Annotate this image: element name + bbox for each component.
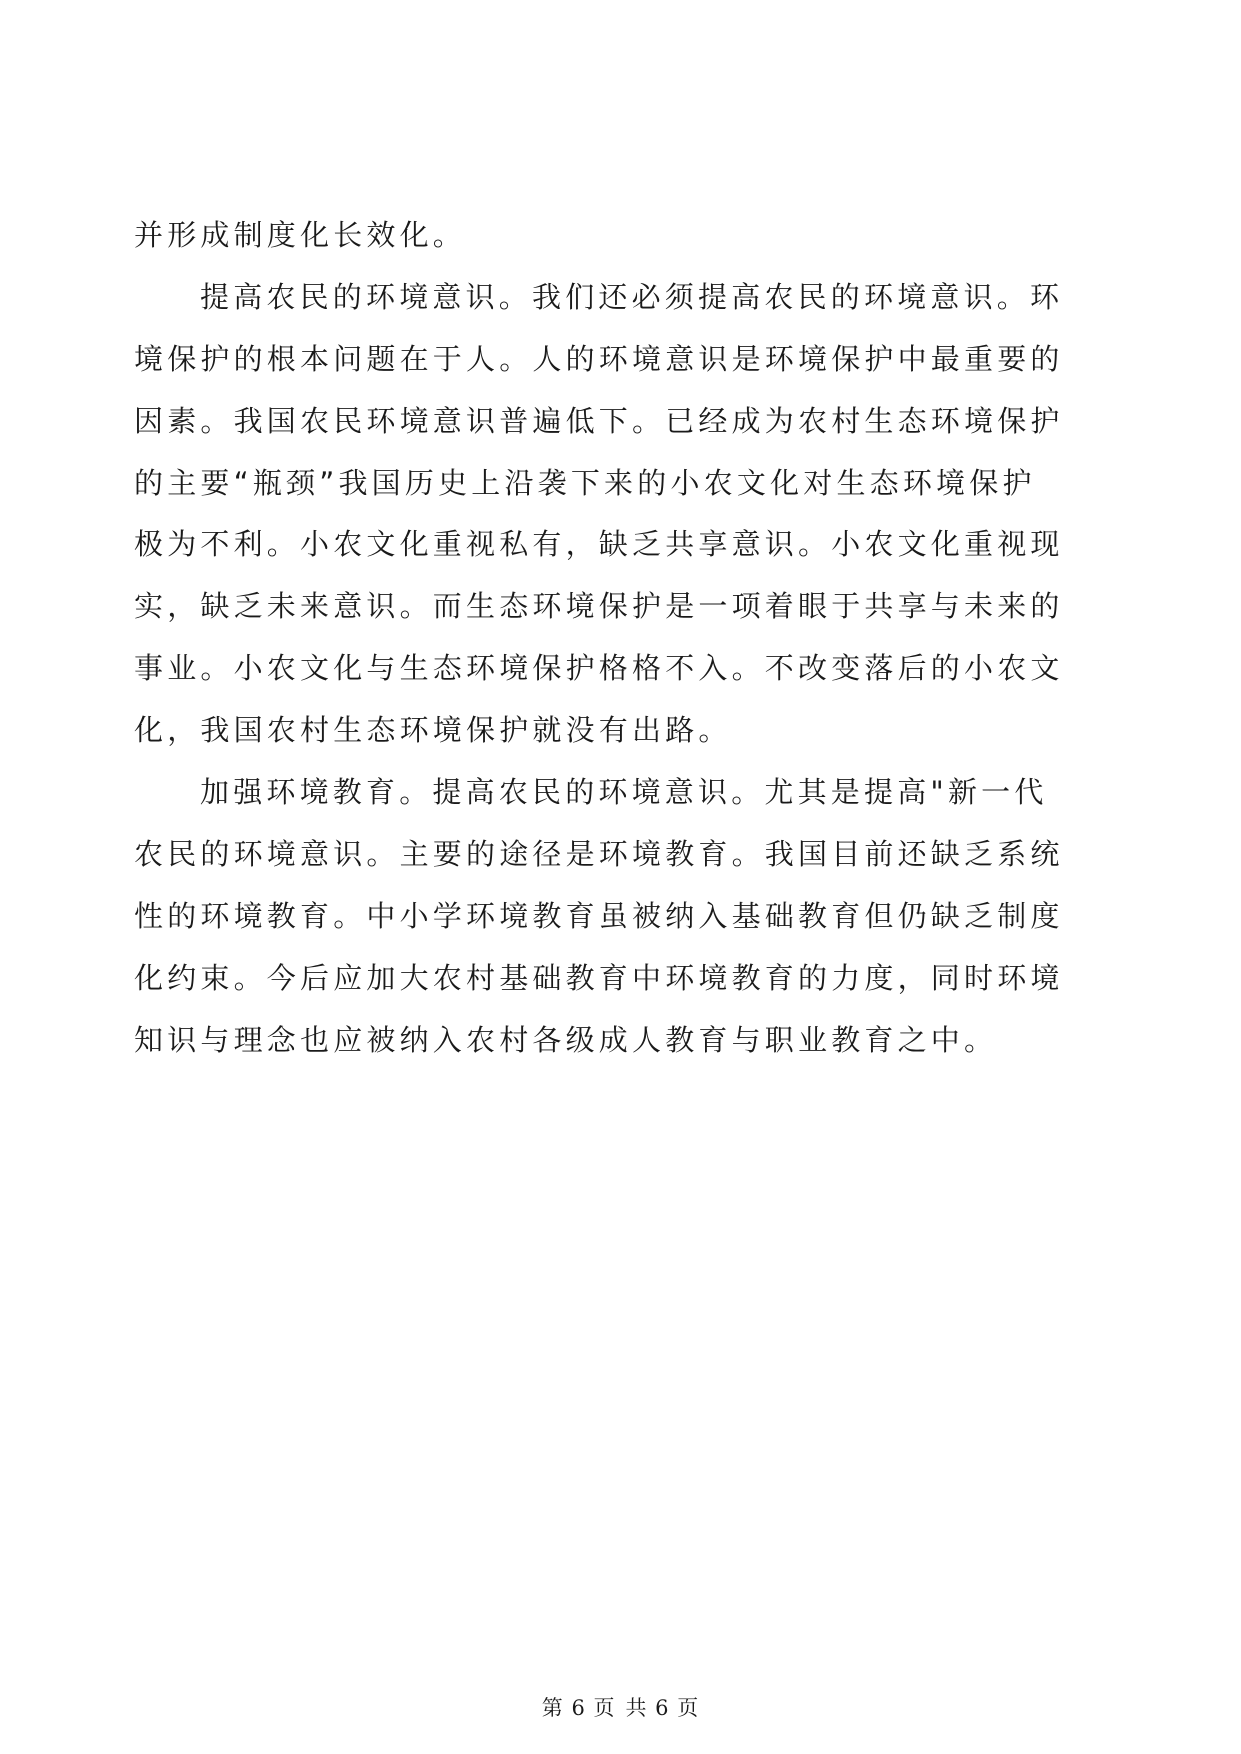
page-number: 第 6 页: [541, 1696, 616, 1720]
text-line: 并形成制度化长效化。: [134, 218, 467, 252]
text-line: 加强环境教育。提高农民的环境意识。尤其是提高"新一代: [200, 775, 1048, 810]
text-line: 农民的环境意识。主要的途径是环境教育。我国目前还缺乏系统: [134, 836, 1064, 871]
text-line: 化，我国农村生态环境保护就没有出路。: [134, 713, 732, 748]
text-line: 知识与理念也应被纳入农村各级成人教育与职业教育之中。: [134, 1022, 998, 1057]
text-line: 极为不利。小农文化重视私有，缺乏共享意识。小农文化重视现: [134, 527, 1064, 562]
text-line: 境保护的根本问题在于人。人的环境意识是环境保护中最重要的: [134, 341, 1064, 376]
text-line: 性的环境教育。中小学环境教育虽被纳入基础教育但仍缺乏制度: [134, 898, 1064, 933]
text-line: 提高农民的环境意识。我们还必须提高农民的环境意识。环: [200, 279, 1064, 314]
text-line: 事业。小农文化与生态环境保护格格不入。不改变落后的小农文: [134, 651, 1064, 686]
text-line: 化约束。今后应加大农村基础教育中环境教育的力度，同时环境: [134, 960, 1064, 995]
text-line: 实，缺乏未来意识。而生态环境保护是一项着眼于共享与未来的: [134, 589, 1064, 624]
document-body: [134, 205, 1074, 1071]
text-line: 的主要“瓶颈”我国历史上沿袭下来的小农文化对生态环境保护: [134, 465, 1036, 500]
text-line: 因素。我国农民环境意识普遍低下。已经成为农村生态环境保护: [134, 403, 1064, 438]
page-total: 共 6 页: [625, 1696, 700, 1720]
page-footer: [0, 1692, 1241, 1722]
